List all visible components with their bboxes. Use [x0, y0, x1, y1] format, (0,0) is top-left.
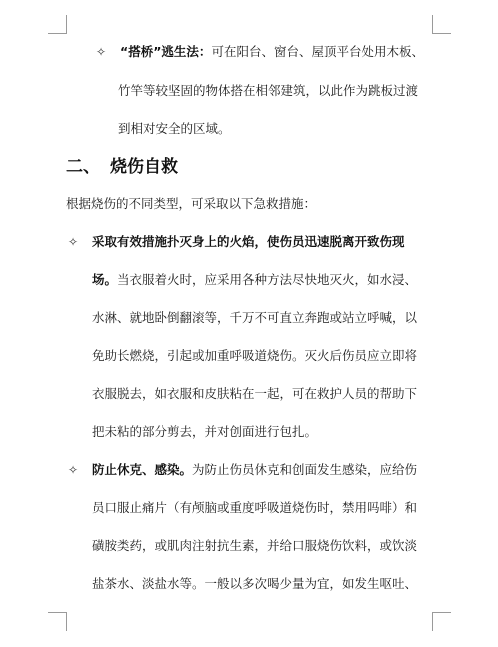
crop-mark-bottom-right	[432, 612, 451, 631]
text-run: 可在阳台、窗台、屋顶平台处用木板、	[211, 44, 424, 59]
text-run-bold: 防止休克、感染。	[92, 462, 193, 477]
bullet-diamond-icon: ✧	[68, 463, 79, 477]
text-run-bold: 场。	[92, 272, 118, 287]
section-heading	[66, 156, 178, 178]
crop-mark-bottom-left	[48, 612, 67, 631]
paragraph-line: 员口服止痛片（有颅脑或重度呼吸道烧伤时，禁用吗啡）和	[92, 500, 418, 515]
paragraph-line: 衣服脱去，如衣服和皮肤粘在一起，可在救护人员的帮助下	[92, 386, 418, 401]
crop-mark-top-right	[432, 15, 451, 34]
paragraph-line: 把未粘的部分剪去，并对创面进行包扎。	[92, 424, 318, 439]
intro-text: 根据烧伤的不同类型，可采取以下急救措施：	[66, 196, 317, 211]
text-run: 为防止伤员休克和创面发生感染，应给伤	[192, 462, 418, 477]
paragraph-line: 水淋、就地卧倒翻滚等，千万不可直立奔跑或站立呼喊，以	[92, 310, 418, 325]
paragraph-line	[92, 462, 417, 478]
paragraph-line	[120, 44, 424, 60]
crop-mark-top-left	[48, 15, 67, 34]
text-run: 当衣服着火时，应采用各种方法尽快地灭火，如水浸、	[117, 272, 418, 287]
heading-title: 烧伤自救	[110, 157, 178, 177]
heading-number: 二、	[66, 157, 100, 177]
bridge-escape-title: “搭桥”逃生法：	[120, 44, 212, 59]
paragraph-line: 磺胺类药，或肌肉注射抗生素，并给口服烧伤饮料，或饮淡	[92, 538, 418, 553]
paragraph-line: 到相对安全的区域。	[118, 121, 231, 136]
bullet-diamond-icon: ✧	[96, 45, 107, 59]
paragraph-line: 免助长燃烧，引起或加重呼吸道烧伤。灭火后伤员应立即将	[92, 348, 418, 363]
paragraph-line	[92, 272, 417, 288]
paragraph-line: 竹竿等较坚固的物体搭在相邻建筑，以此作为跳板过渡	[118, 83, 419, 98]
bullet-diamond-icon: ✧	[68, 235, 79, 249]
paragraph-line: 盐茶水、淡盐水等。一般以多次喝少量为宜，如发生呕吐、	[92, 576, 418, 591]
paragraph-line: 采取有效措施扑灭身上的火焰，使伤员迅速脱离开致伤现	[92, 234, 405, 249]
